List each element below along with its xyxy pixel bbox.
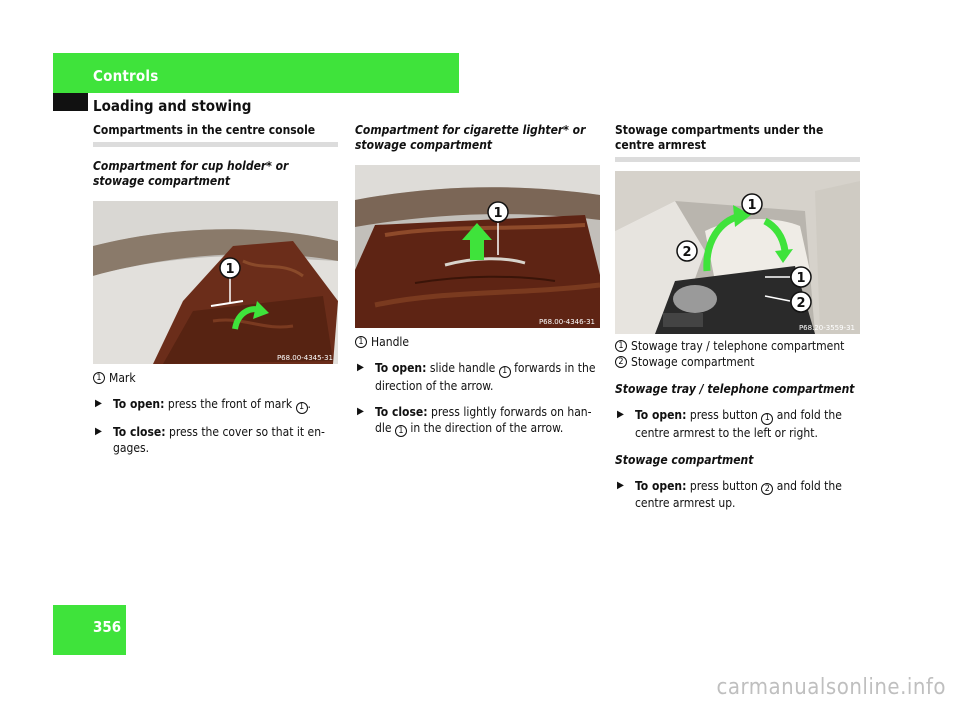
- svg-text:1: 1: [747, 198, 757, 213]
- callout-number: 1: [615, 340, 627, 352]
- svg-text:1: 1: [796, 271, 806, 286]
- photo-code: P68.00-4345-31: [276, 354, 333, 362]
- svg-text:2: 2: [682, 245, 692, 260]
- triangle-right-icon: ▶: [617, 479, 624, 491]
- triangle-right-icon: ▶: [617, 409, 624, 420]
- legend-item: [615, 354, 860, 370]
- legend-item: [615, 338, 860, 354]
- bullet-open-compartment: ▶ To open: press button 2 and fold the centre armrest up.: [617, 478, 842, 510]
- triangle-right-icon: ▶: [95, 398, 102, 409]
- callout-number: 2: [615, 356, 627, 368]
- section-title: Loading and stowing: [93, 97, 252, 115]
- subheading-cigarette-lighter: Compartment for cigarette lighter* or stowage compartment: [355, 123, 586, 152]
- triangle-right-icon: ▶: [95, 425, 102, 437]
- photo-armrest: [615, 171, 860, 334]
- photo-cigarette-lighter: [355, 165, 600, 328]
- column-cup-holder: [93, 123, 338, 456]
- bullet-open-tray: ▶ To open: press button 1 and fold the centre armrest to the left or right.: [617, 408, 842, 440]
- photo-code: P68.20-3559-31: [798, 324, 855, 332]
- legend-text: Stowage compartment: [631, 355, 755, 369]
- bullet-close: ▶ To close: press lightly forwards on han-dle 1 in the direction of the arrow.: [357, 404, 592, 436]
- svg-text:1: 1: [225, 262, 235, 277]
- triangle-right-icon: ▶: [357, 362, 364, 373]
- column-armrest: [615, 123, 860, 511]
- svg-text:2: 2: [796, 296, 806, 311]
- legend-item: [355, 334, 600, 350]
- triangle-right-icon: ▶: [357, 405, 364, 417]
- chapter-title: Controls: [93, 67, 159, 85]
- section-marker: [53, 93, 88, 111]
- svg-text:1: 1: [493, 206, 503, 221]
- legend: [615, 338, 860, 370]
- legend-text: Stowage tray / telephone compartment: [631, 339, 845, 353]
- bullet-open: ▶ To open: press the front of mark 1 .: [95, 397, 311, 412]
- bullet-open: ▶ To open: slide handle 1 forwards in the direction of the arrow.: [357, 361, 596, 393]
- legend-item: [93, 370, 338, 386]
- heading-rule: [615, 157, 860, 162]
- bullet-close: ▶ To close: press the cover so that it en-gages.: [95, 424, 325, 455]
- legend-text: Handle: [371, 335, 410, 349]
- watermark: carmanualsonline.info: [716, 675, 946, 700]
- subheading-cup-holder: Compartment for cup holder* or stowage compartment: [93, 159, 289, 188]
- legend: [93, 370, 338, 386]
- heading-centre-console: Compartments in the centre console: [93, 123, 316, 137]
- callout-number: 1: [93, 372, 105, 384]
- callout-number: 1: [355, 336, 367, 348]
- photo-code: P68.00-4346-31: [538, 318, 595, 326]
- heading-rule: [93, 142, 338, 147]
- heading-armrest: Stowage compartments under the centre armrest: [615, 123, 824, 152]
- photo-cup-holder: [93, 201, 338, 364]
- subheading-stowage-compartment: Stowage compartment: [615, 452, 754, 467]
- page-number: 356: [93, 618, 122, 636]
- subheading-stowage-tray: Stowage tray / telephone compartment: [615, 382, 855, 396]
- legend: [355, 334, 600, 350]
- column-cigarette-lighter: [355, 123, 600, 437]
- legend-text: Mark: [109, 371, 136, 385]
